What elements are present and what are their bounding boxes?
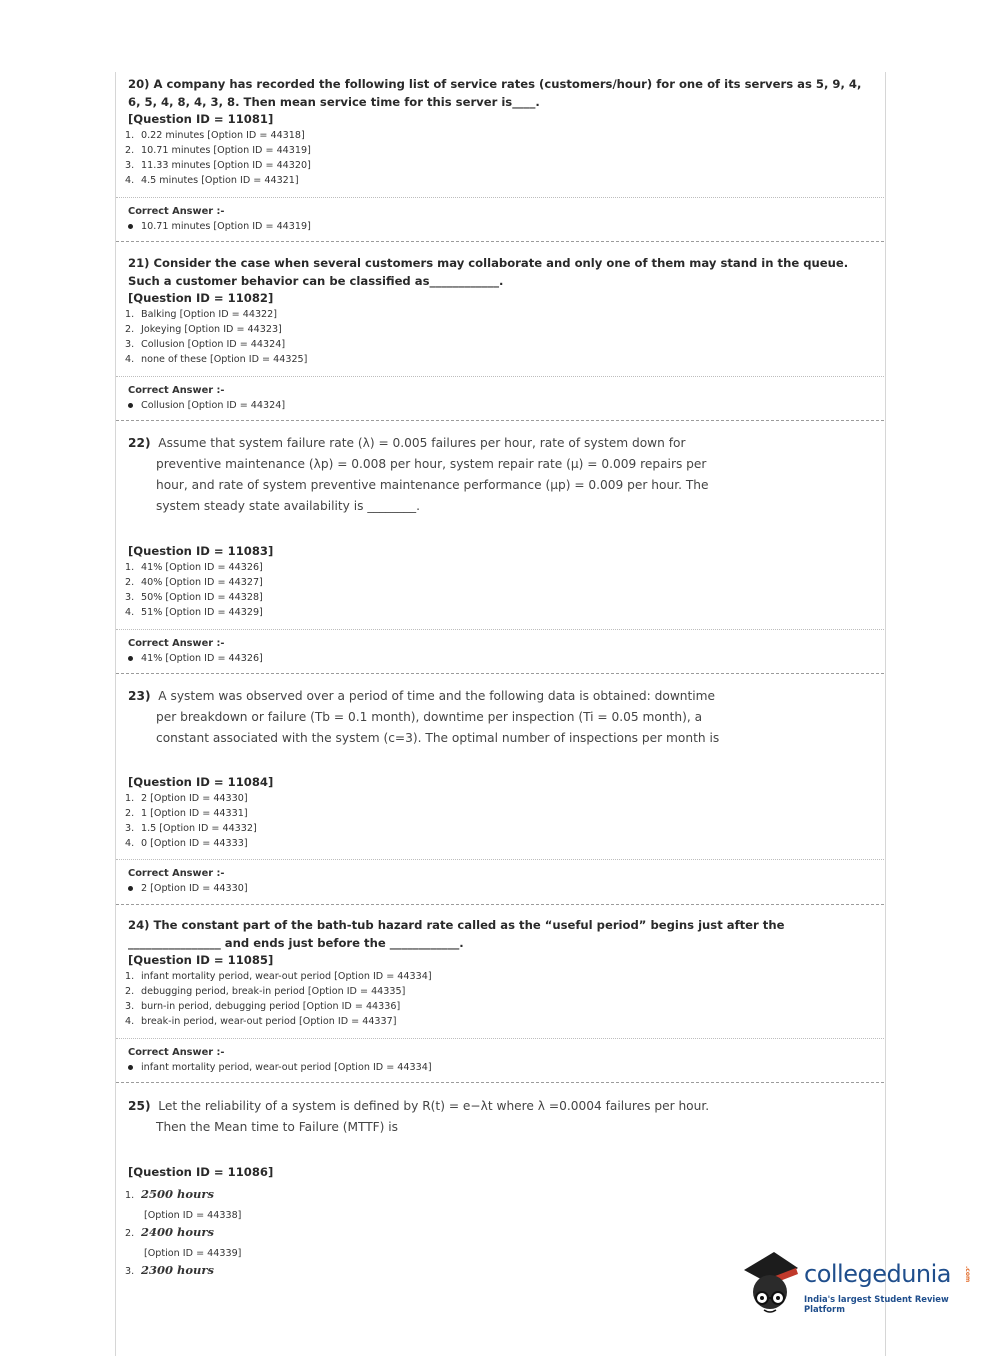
- option-id: [Option ID = 44339]: [144, 1248, 242, 1259]
- option-item[interactable]: 2. 10.71 minutes [Option ID = 44319]: [125, 145, 311, 156]
- question-separator: [116, 673, 884, 674]
- option-id: [Option ID = 44338]: [144, 1210, 242, 1221]
- correct-answer-value: Collusion [Option ID = 44324]: [128, 398, 884, 413]
- option-item[interactable]: 3. 50% [Option ID = 44328]: [125, 592, 263, 603]
- option-item[interactable]: 2. 40% [Option ID = 44327]: [125, 577, 263, 588]
- question-text: 23) A system was observed over a period of time and the following data is obtained: downtime per breakdown or failure (Tb = 0.1 month), downtime per inspection (Ti = 0.05 month), a constant associated with the system (c=3). The optimal number of inspections per month is: [128, 689, 720, 745]
- options-list: [125, 128, 873, 188]
- bullet-icon: [128, 656, 133, 661]
- question-21: [125, 255, 873, 367]
- option-item[interactable]: 4. 51% [Option ID = 44329]: [125, 607, 263, 618]
- correct-answer-label: Correct Answer :-: [128, 1047, 225, 1058]
- option-item[interactable]: 3. 2300 hours: [125, 1263, 214, 1277]
- correct-answer-block: [116, 629, 884, 666]
- correct-answer-value: 10.71 minutes [Option ID = 44319]: [128, 219, 884, 234]
- option-item[interactable]: 4. none of these [Option ID = 44325]: [125, 354, 308, 365]
- question-id: [Question ID = 11084]: [128, 775, 274, 789]
- options-list: [125, 969, 873, 1029]
- question-id: [Question ID = 11086]: [128, 1165, 274, 1179]
- correct-answer-block: [116, 1038, 884, 1075]
- option-item[interactable]: 1. 2 [Option ID = 44330]: [125, 793, 248, 804]
- option-item[interactable]: 1. 0.22 minutes [Option ID = 44318]: [125, 130, 305, 141]
- option-item[interactable]: 4. break-in period, wear-out period [Option ID = 44337]: [125, 1016, 397, 1027]
- option-item[interactable]: 2. 2400 hours: [125, 1225, 214, 1239]
- correct-answer-value: 41% [Option ID = 44326]: [128, 651, 884, 666]
- question-text: 25) Let the reliability of a system is defined by R(t) = e−λt where λ =0.0004 failures per hour. Then the Mean time to Failure (MTTF) is: [128, 1099, 710, 1134]
- correct-answer-label: Correct Answer :-: [128, 385, 225, 396]
- option-item[interactable]: 1. 41% [Option ID = 44326]: [125, 562, 263, 573]
- option-item[interactable]: 4. 0 [Option ID = 44333]: [125, 838, 248, 849]
- option-item[interactable]: 3. 1.5 [Option ID = 44332]: [125, 823, 257, 834]
- correct-answer-block: [116, 859, 884, 896]
- correct-answer-value: 2 [Option ID = 44330]: [128, 881, 884, 896]
- question-separator: [116, 1082, 884, 1083]
- question-id: [Question ID = 11083]: [128, 544, 274, 558]
- option-item[interactable]: 2. 1 [Option ID = 44331]: [125, 808, 248, 819]
- option-item[interactable]: 4. 4.5 minutes [Option ID = 44321]: [125, 175, 299, 186]
- collegedunia-logo[interactable]: [740, 1248, 980, 1318]
- logo-tagline: India's largest Student Review Platform: [804, 1294, 949, 1314]
- correct-answer-block: [116, 197, 884, 234]
- question-separator: [116, 420, 884, 421]
- question-22: [128, 433, 873, 517]
- question-text: 21) Consider the case when several customers may collaborate and only one of them may stand in the queue. Such a customer behavior can be classified as____________.: [128, 256, 849, 288]
- question-id: [Question ID = 11082]: [128, 291, 274, 305]
- option-item[interactable]: 2. debugging period, break-in period [Option ID = 44335]: [125, 986, 406, 997]
- question-id: [Question ID = 11085]: [128, 953, 274, 967]
- question-text: 24) The constant part of the bath-tub hazard rate called as the “useful period” begins just after the ________________ and ends just before the ____________.: [128, 918, 785, 950]
- mascot-icon: [740, 1248, 802, 1318]
- option-item[interactable]: 1. Balking [Option ID = 44322]: [125, 309, 277, 320]
- correct-answer-label: Correct Answer :-: [128, 868, 225, 879]
- bullet-icon: [128, 403, 133, 408]
- logo-wordmark: collegedunia: [804, 1260, 952, 1288]
- logo-suffix: .com: [964, 1266, 971, 1283]
- question-24: [125, 917, 873, 1029]
- option-item[interactable]: 1. 2500 hours: [125, 1187, 214, 1201]
- bullet-icon: [128, 224, 133, 229]
- option-item[interactable]: 1. infant mortality period, wear-out period [Option ID = 44334]: [125, 971, 432, 982]
- correct-answer-block: [116, 376, 884, 413]
- option-item[interactable]: 3. Collusion [Option ID = 44324]: [125, 339, 286, 350]
- question-text: 22) Assume that system failure rate (λ) = 0.005 failures per hour, rate of system down for preventive maintenance (λp) = 0.008 per hour, system repair rate (μ) = 0.009 repairs per hour, and rate of system preventive maintenance performance (μp) = 0.009 per hour. The system steady state availability is ________.: [128, 436, 709, 513]
- question-id: [Question ID = 11081]: [128, 112, 274, 126]
- option-item[interactable]: 2. Jokeying [Option ID = 44323]: [125, 324, 282, 335]
- options-list: [125, 560, 873, 620]
- bullet-icon: [128, 886, 133, 891]
- options-list: [125, 307, 873, 367]
- correct-answer-value: infant mortality period, wear-out period [Option ID = 44334]: [128, 1060, 884, 1075]
- question-25: [128, 1096, 873, 1138]
- correct-answer-label: Correct Answer :-: [128, 638, 225, 649]
- question-22-options: [125, 543, 873, 620]
- question-separator: [116, 241, 884, 242]
- question-20: [125, 76, 873, 188]
- question-separator: [116, 904, 884, 905]
- question-23: [128, 686, 873, 749]
- option-item[interactable]: 3. burn-in period, debugging period [Option ID = 44336]: [125, 1001, 401, 1012]
- correct-answer-label: Correct Answer :-: [128, 206, 225, 217]
- options-list: [125, 791, 873, 851]
- question-23-options: [125, 774, 873, 851]
- question-text: 20) A company has recorded the following list of service rates (customers/hour) for one of its servers as 5, 9, 4, 6, 5, 4, 8, 4, 3, 8. Then mean service time for this server is____.: [128, 77, 862, 109]
- option-item[interactable]: 3. 11.33 minutes [Option ID = 44320]: [125, 160, 311, 171]
- bullet-icon: [128, 1065, 133, 1070]
